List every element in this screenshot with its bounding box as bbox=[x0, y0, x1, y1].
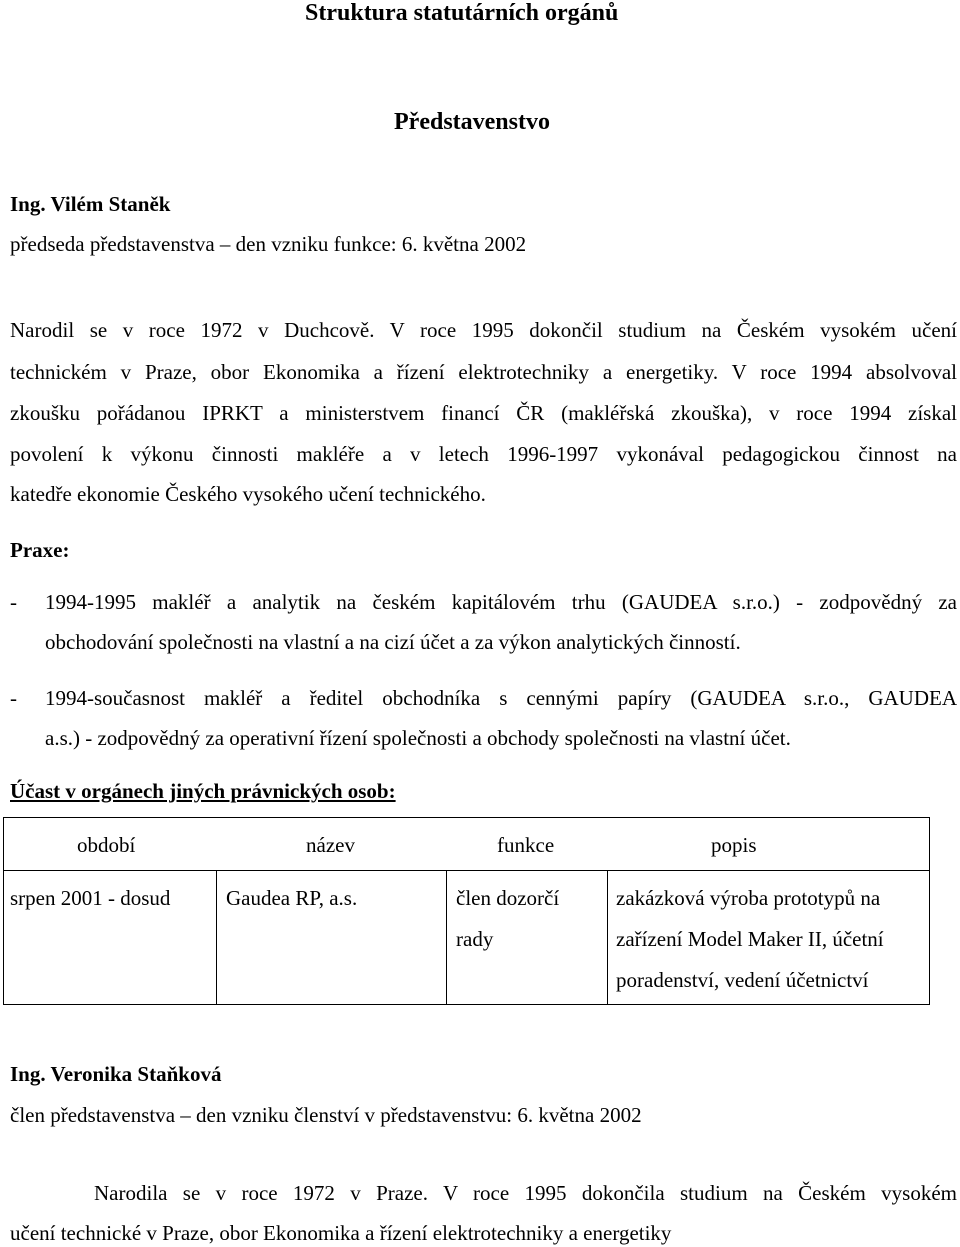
table-header-obdobi: období bbox=[77, 833, 136, 857]
bio-line bbox=[10, 401, 957, 426]
bio-text: Narodil se v roce 1972 v Duchcově. V roce 1995 dokončil studium na Českém vysokém učení bbox=[10, 318, 957, 342]
bio-text: zkoušku pořádanou IPRKT a ministerstvem financí ČR (makléřská zkouška), v roce 1994 získal bbox=[10, 401, 957, 425]
member-role: člen představenstva – den vzniku členství v představenstvu: 6. května 2002 bbox=[10, 1103, 642, 1127]
table-cell-obdobi: srpen 2001 - dosud bbox=[10, 886, 171, 910]
praxe-line-last: obchodování společnosti na vlastní a na cizí účet a za výkon analytických činností. bbox=[45, 630, 741, 654]
bio-line-last: učení technické v Praze, obor Ekonomika a řízení elektrotechniky a energetiky bbox=[10, 1221, 672, 1245]
document-title: Struktura statutárních orgánů bbox=[305, 0, 619, 26]
member-name: Ing. Vilém Staněk bbox=[10, 192, 171, 216]
table-cell-popis: zakázková výroba prototypů na bbox=[616, 886, 881, 910]
section-title: Představenstvo bbox=[394, 109, 550, 135]
praxe-bullet: - bbox=[10, 686, 17, 710]
table-border-mid bbox=[3, 870, 930, 871]
bio-text: povolení k výkonu činnosti makléře a v letech 1996-1997 vykonával pedagogickou činnost na bbox=[10, 442, 957, 466]
table-header-funkce: funkce bbox=[497, 833, 555, 857]
table-cell-funkce: rady bbox=[456, 927, 494, 951]
bio-text: technickém v Praze, obor Ekonomika a řízení elektrotechniky a energetiky. V roce 1994 absolvoval bbox=[10, 360, 957, 384]
table-border-bottom bbox=[3, 1004, 930, 1005]
praxe-line-last: a.s.) - zodpovědný za operativní řízení společnosti a obchody společnosti na vlastní účet. bbox=[45, 726, 791, 750]
ucast-heading: Účast v orgánech jiných právnických osob: bbox=[10, 779, 396, 803]
praxe-text: 1994-1995 makléř a analytik na českém kapitálovém trhu (GAUDEA s.r.o.) - zodpovědný za bbox=[45, 590, 957, 614]
table-col-sep bbox=[607, 870, 608, 1005]
bio-line bbox=[94, 1181, 957, 1206]
table-header-nazev: název bbox=[306, 833, 355, 857]
table-border-right bbox=[929, 817, 930, 1005]
praxe-line bbox=[45, 686, 957, 711]
bio-text: Narodila se v roce 1972 v Praze. V roce 1995 dokončila studium na Českém vysokém bbox=[94, 1181, 957, 1205]
member-name: Ing. Veronika Staňková bbox=[10, 1062, 222, 1086]
table-cell-popis: poradenství, vedení účetnictví bbox=[616, 968, 869, 992]
praxe-bullet: - bbox=[10, 590, 17, 614]
praxe-heading: Praxe: bbox=[10, 538, 70, 562]
table-col-sep bbox=[446, 870, 447, 1005]
table-cell-popis: zařízení Model Maker II, účetní bbox=[616, 927, 884, 951]
bio-line-last: katedře ekonomie Českého vysokého učení technického. bbox=[10, 482, 486, 506]
bio-line bbox=[10, 442, 957, 467]
table-header-popis: popis bbox=[711, 833, 757, 857]
praxe-line bbox=[45, 590, 957, 615]
table-col-sep bbox=[216, 870, 217, 1005]
bio-line bbox=[10, 360, 957, 385]
table-cell-funkce: člen dozorčí bbox=[456, 886, 560, 910]
table-border-top bbox=[3, 817, 930, 818]
bio-line bbox=[10, 318, 957, 343]
praxe-text: 1994-současnost makléř a ředitel obchodníka s cennými papíry (GAUDEA s.r.o., GAUDEA bbox=[45, 686, 957, 710]
table-border-left bbox=[3, 817, 4, 1005]
member-role: předseda představenstva – den vzniku funkce: 6. května 2002 bbox=[10, 232, 527, 256]
table-cell-nazev: Gaudea RP, a.s. bbox=[226, 886, 358, 910]
